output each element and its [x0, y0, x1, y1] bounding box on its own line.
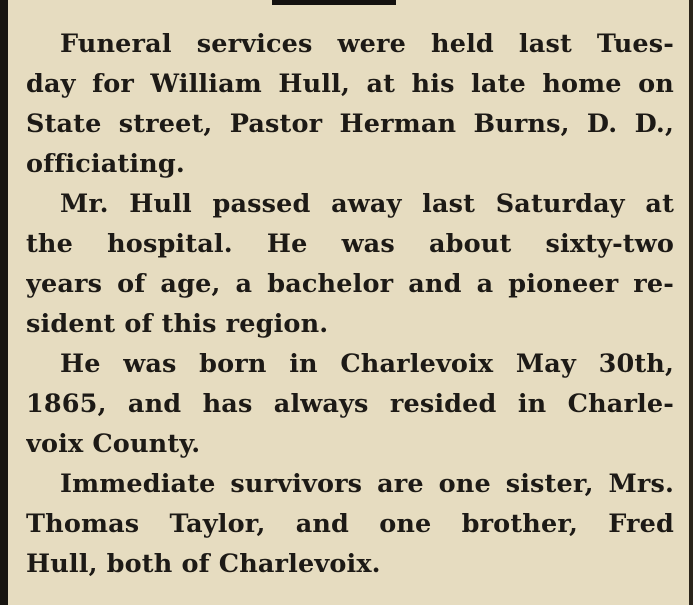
article-line: Funeral services were held last Tues-: [60, 29, 674, 59]
article-line: Hull, both of Charlevoix.: [26, 549, 381, 579]
article-line: He was born in Charlevoix May 30th,: [60, 349, 674, 379]
paragraph-birth: [26, 344, 674, 464]
article-line: the hospital. He was about sixty-two: [26, 229, 674, 259]
article-line: day for William Hull, at his late home on: [26, 69, 674, 99]
article-line: officiating.: [26, 149, 185, 179]
clipping-right-edge: [689, 0, 693, 605]
article-line: Immediate survivors are one sister, Mrs.: [60, 469, 674, 499]
article-line: State street, Pastor Herman Burns, D. D.,: [26, 109, 674, 139]
article-line: 1865, and has always resided in Charle-: [26, 389, 674, 419]
article-line: Mr. Hull passed away last Saturday at: [60, 189, 674, 219]
article-line: Thomas Taylor, and one brother, Fred: [26, 509, 674, 539]
article-line: years of age, a bachelor and a pioneer re-: [26, 269, 674, 299]
article-line: sident of this region.: [26, 309, 329, 339]
clipping-left-edge: [0, 0, 8, 605]
obituary-article: [26, 24, 674, 584]
article-line: voix County.: [26, 429, 201, 459]
paragraph-death: [26, 184, 674, 344]
column-rule: [272, 0, 396, 5]
paragraph-services: [26, 24, 674, 184]
paragraph-survivors: [26, 464, 674, 584]
